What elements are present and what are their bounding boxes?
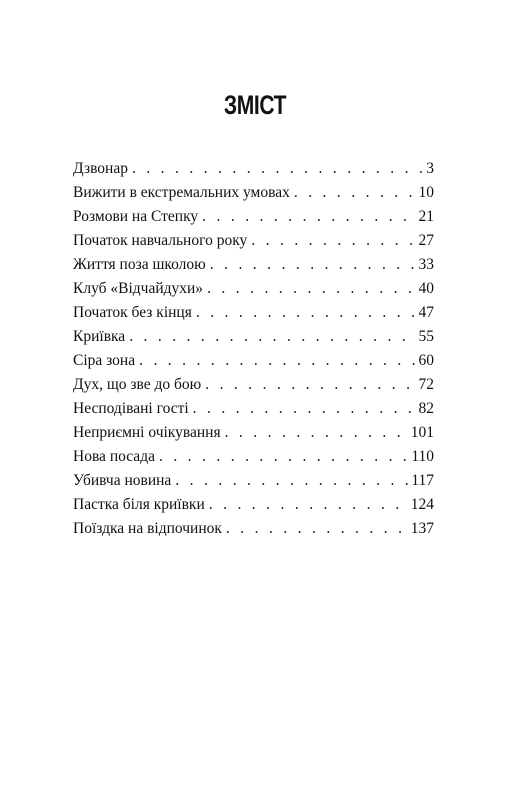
toc-entry-page: 10 bbox=[418, 184, 434, 201]
toc-entry-title: Клуб «Відчайдухи» bbox=[73, 280, 204, 297]
dot-leader bbox=[226, 517, 409, 541]
toc-entry-title: Початок навчального року bbox=[73, 232, 248, 249]
toc-entry bbox=[73, 277, 434, 301]
dot-leader bbox=[209, 493, 409, 517]
dot-leader bbox=[251, 229, 416, 253]
dot-leader bbox=[175, 469, 409, 493]
toc-entry bbox=[73, 445, 434, 469]
page-title: ЗМІСТ bbox=[223, 90, 287, 120]
dot-leader bbox=[294, 181, 417, 205]
toc-entry bbox=[73, 397, 434, 421]
dot-leader bbox=[193, 397, 417, 421]
dot-leader bbox=[159, 445, 409, 469]
toc-entry-title: Убивча новина bbox=[73, 472, 172, 489]
toc-entry-page: 40 bbox=[418, 280, 434, 297]
toc-entry-page: 72 bbox=[418, 376, 434, 393]
toc-entry bbox=[73, 469, 434, 493]
toc-entry-title: Пастка біля криївки bbox=[73, 496, 205, 513]
toc-entry-page: 47 bbox=[418, 304, 434, 321]
dot-leader bbox=[207, 277, 416, 301]
toc-entry-page: 124 bbox=[410, 496, 434, 513]
toc-entry-page: 82 bbox=[418, 400, 434, 417]
toc-entry-page: 101 bbox=[410, 424, 434, 441]
toc-entry-title: Дух, що зве до бою bbox=[73, 376, 202, 393]
dot-leader bbox=[210, 253, 417, 277]
toc-entry bbox=[73, 349, 434, 373]
toc-entry-title: Дзвонар bbox=[73, 160, 128, 177]
dot-leader bbox=[196, 301, 417, 325]
toc-entry-page: 117 bbox=[411, 472, 434, 489]
dot-leader bbox=[202, 205, 416, 229]
toc-entry bbox=[73, 421, 434, 445]
table-of-contents bbox=[73, 157, 434, 541]
toc-entry-title: Несподівані гості bbox=[73, 400, 189, 417]
toc-entry bbox=[73, 229, 434, 253]
toc-entry-page: 55 bbox=[418, 328, 434, 345]
toc-entry-page: 33 bbox=[418, 256, 434, 273]
toc-entry bbox=[73, 373, 434, 397]
toc-entry bbox=[73, 253, 434, 277]
toc-entry bbox=[73, 157, 434, 181]
toc-entry-page: 110 bbox=[411, 448, 434, 465]
toc-entry-title: Початок без кінця bbox=[73, 304, 192, 321]
toc-entry-title: Поїздка на відпочинок bbox=[73, 520, 222, 537]
toc-entry bbox=[73, 301, 434, 325]
dot-leader bbox=[225, 421, 409, 445]
dot-leader bbox=[139, 349, 416, 373]
toc-entry-page: 3 bbox=[426, 160, 434, 177]
toc-entry-title: Неприємні очікування bbox=[73, 424, 221, 441]
toc-entry bbox=[73, 181, 434, 205]
toc-entry bbox=[73, 205, 434, 229]
dot-leader bbox=[132, 157, 424, 181]
toc-entry-page: 27 bbox=[418, 232, 434, 249]
toc-entry-title: Криївка bbox=[73, 328, 126, 345]
dot-leader bbox=[205, 373, 416, 397]
toc-entry-page: 21 bbox=[418, 208, 434, 225]
toc-entry-page: 60 bbox=[418, 352, 434, 369]
toc-entry-title: Вижити в екстремальних умовах bbox=[73, 184, 290, 201]
toc-entry-title: Нова посада bbox=[73, 448, 155, 465]
dot-leader bbox=[129, 325, 416, 349]
toc-entry bbox=[73, 517, 434, 541]
toc-entry bbox=[73, 493, 434, 517]
toc-entry-title: Життя поза школою bbox=[73, 256, 206, 273]
toc-entry-title: Розмови на Степку bbox=[73, 208, 199, 225]
toc-entry-page: 137 bbox=[410, 520, 434, 537]
toc-entry-title: Сіра зона bbox=[73, 352, 136, 369]
toc-entry bbox=[73, 325, 434, 349]
